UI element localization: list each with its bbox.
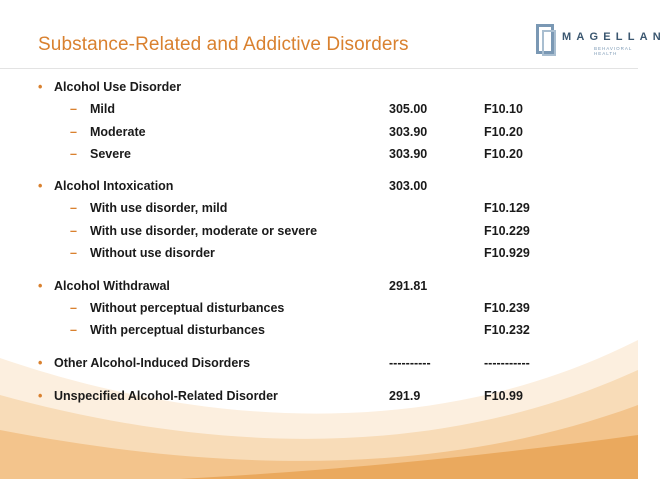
icd10-code: F10.20 xyxy=(484,147,523,161)
icd9-code: 303.90 xyxy=(389,147,428,161)
bullet-icon: • xyxy=(38,356,43,370)
icd10-code: F10.929 xyxy=(484,246,530,260)
diagnosis-label: Without perceptual disturbances xyxy=(90,301,285,315)
list-item-sub xyxy=(0,100,638,118)
diagnosis-label: Moderate xyxy=(90,125,146,139)
icd10-code: F10.129 xyxy=(484,201,530,215)
dash-icon: – xyxy=(70,125,77,139)
icd9-code: 291.81 xyxy=(389,279,428,293)
icd10-code: F10.10 xyxy=(484,102,523,116)
list-item-sub xyxy=(0,222,638,240)
dash-icon: – xyxy=(70,147,77,161)
dash-icon: – xyxy=(70,301,77,315)
icd10-code: F10.232 xyxy=(484,323,530,337)
dash-icon: – xyxy=(70,102,77,116)
list-item-sub xyxy=(0,123,638,141)
icd9-code: 303.90 xyxy=(389,125,428,139)
list-item-sub xyxy=(0,299,638,317)
list-item-sub xyxy=(0,321,638,339)
bullet-icon: • xyxy=(38,279,43,293)
icd10-code: F10.99 xyxy=(484,389,523,403)
diagnosis-label: With perceptual disturbances xyxy=(90,323,265,337)
dash-icon: – xyxy=(70,246,77,260)
diagnosis-label: Alcohol Intoxication xyxy=(54,179,174,193)
bullet-icon: • xyxy=(38,179,43,193)
list-item-main xyxy=(0,78,638,96)
icd9-code: 291.9 xyxy=(389,389,421,403)
icd9-code: 303.00 xyxy=(389,179,428,193)
diagnosis-label: Without use disorder xyxy=(90,246,215,260)
icd10-code: F10.20 xyxy=(484,125,523,139)
diagnosis-label: Other Alcohol-Induced Disorders xyxy=(54,356,251,370)
list-item-main xyxy=(0,277,638,295)
diagnosis-label: With use disorder, mild xyxy=(90,201,228,215)
header-divider xyxy=(0,68,638,69)
icd9-code: 305.00 xyxy=(389,102,428,116)
dash-icon: – xyxy=(70,224,77,238)
list-item-main xyxy=(0,354,638,372)
diagnosis-label: With use disorder, moderate or severe xyxy=(90,224,318,238)
diagnosis-label: Severe xyxy=(90,147,132,161)
diagnosis-label: Unspecified Alcohol-Related Disorder xyxy=(54,389,278,403)
list-item-main xyxy=(0,387,638,405)
list-item-sub xyxy=(0,244,638,262)
diagnosis-label: Mild xyxy=(90,102,115,116)
page-title: Substance-Related and Addictive Disorders xyxy=(38,34,409,55)
list-item-sub xyxy=(0,199,638,217)
icd10-code: F10.239 xyxy=(484,301,530,315)
icd9-code: ---------- xyxy=(389,356,431,370)
list-item-main xyxy=(0,177,638,195)
dash-icon: – xyxy=(70,323,77,337)
bullet-icon: • xyxy=(38,389,43,403)
logo-wordmark: MAGELLAN xyxy=(562,31,666,43)
logo-mark-icon xyxy=(536,24,558,58)
icd10-code: F10.229 xyxy=(484,224,530,238)
bullet-icon: • xyxy=(38,80,43,94)
list-item-sub xyxy=(0,145,638,163)
icd10-code: ----------- xyxy=(484,356,530,370)
logo-subtitle: BEHAVIORAL HEALTH xyxy=(594,46,633,56)
diagnosis-label: Alcohol Withdrawal xyxy=(54,279,170,293)
dash-icon: – xyxy=(70,201,77,215)
diagnosis-label: Alcohol Use Disorder xyxy=(54,80,182,94)
magellan-logo xyxy=(532,22,666,64)
